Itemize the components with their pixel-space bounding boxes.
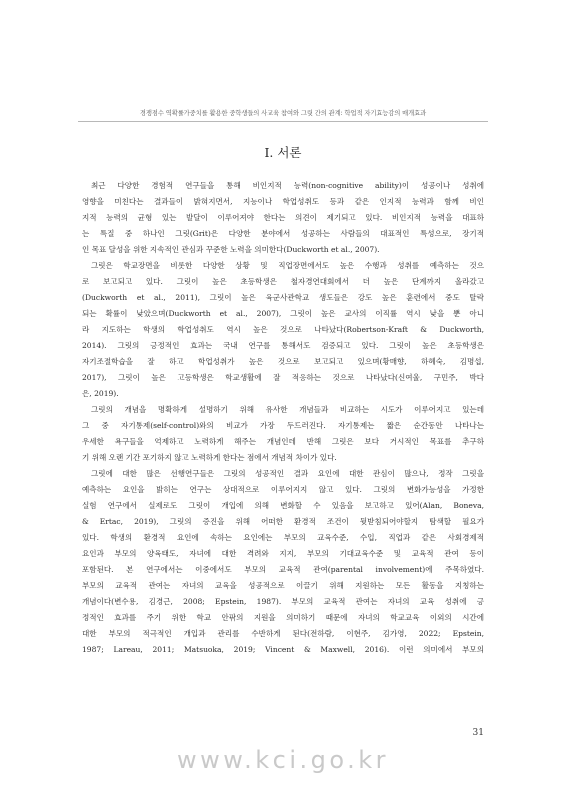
- text-line: 개념이다(변수용, 김경근, 2008; Epstein, 1987). 부모의 교육적 관여는 자녀의 교육 성취에 긍: [82, 597, 484, 606]
- header-rule: [78, 121, 488, 122]
- text-line: 요인과 부모의 양육태도, 자녀에 대한 격려와 지지, 부모의 기대교육수준 및 교육적 관여 등이: [82, 549, 484, 558]
- text-line: 실험 연구에서 실제로도 그릿이 개입에 의해 변화할 수 있음을 보고하고 있어(Alan, Boneva,: [82, 501, 484, 510]
- section-title: Ⅰ. 서론: [264, 145, 302, 160]
- text-line: 는 특질 중 하나인 그릿(Grit)은 다양한 분야에서 성공하는 사람들의 대표적인 특성으로, 장기적: [82, 229, 484, 238]
- text-line: 기 위해 오랜 기간 포기하지 않고 노력하게 한다는 점에서 개념적 차이가 있다.: [82, 453, 337, 462]
- running-header: 경쟁점수 역확률가중치를 활용한 중학생들의 사교육 참여와 그릿 간의 관계: 학업적 자기효능감의 매개효과: [139, 110, 427, 117]
- text-line: 1987; Lareau, 2011; Matsuoka, 2019; Vincent & Maxwell, 2016). 이런 의미에서 부모의: [82, 645, 484, 654]
- text-line: 라 지도하는 학생의 학업성취도 역시 높은 것으로 나타났다(Robertson-Kraft & Duckworth,: [82, 325, 484, 334]
- page-number: 31: [472, 728, 484, 738]
- text-line: 그릿은 학교장면을 비롯한 다양한 상황 및 직업장면에서도 높은 수행과 성취를 예측하는 것으: [91, 261, 484, 270]
- text-line: 그릿의 개념을 명확하게 설명하기 위해 유사한 개념들과 비교하는 시도가 이루어지고 있는데: [91, 405, 484, 414]
- text-line: 포함된다. 본 연구에서는 이중에서도 부모의 교육적 관여(parental involvement)에 주목하였다.: [82, 565, 484, 574]
- text-line: 영향을 미친다는 결과들이 밝혀지면서, 지능이나 학업성취도 등과 같은 인지적 능력과 함께 비인: [82, 197, 484, 206]
- watermark: www.kci.go.kr: [176, 746, 390, 774]
- text-line: 부모의 교육적 관여는 자녀의 교육을 성공적으로 이끌기 위해 지원하는 모든 활동을 지칭하는: [82, 581, 484, 590]
- text-line: 그 중 자기통제(self-control)와의 비교가 가장 두드러진다. 자기통제는 짧은 순간동안 나타나는: [82, 421, 484, 430]
- text-line: 최근 다양한 경험적 연구들을 통해 비인지적 능력(non-cognitive ability)이 성공이나 성취에: [91, 181, 484, 190]
- text-line: 2014). 그릿의 긍정적인 효과는 국내 연구를 통해서도 검증되고 있다. 그릿이 높은 초등학생은: [82, 341, 484, 350]
- text-line: (Duckworth et al., 2011), 그릿이 높은 육군사관학교 생도들은 강도 높은 훈련에서 중도 탈락: [82, 293, 484, 302]
- text-line: 은, 2019).: [82, 389, 119, 398]
- text-line: 대한 부모의 적극적인 개입과 관리를 수반하게 된다(전하람, 이현주, 김가영, 2022; Epstein,: [82, 629, 484, 638]
- paragraph: [82, 178, 484, 258]
- text-line: 로 보고되고 있다. 그릿이 높은 초등학생은 철자경연대회에서 더 높은 단계까지 올라갔고: [82, 277, 484, 286]
- text-line: & Ertac, 2019), 그릿의 증진을 위해 어떠한 환경적 조건이 뒷받침되어야할지 탐색할 필요가: [82, 517, 484, 526]
- text-line: 되는 확률이 낮았으며(Duckworth et al., 2007), 그릿이 높은 교사의 이직률 역시 낮을 뿐 아니: [82, 309, 484, 318]
- text-line: 있다. 학생의 환경적 요인에 속하는 요인에는 부모의 교육수준, 수입, 직업과 같은 사회경제적: [82, 533, 484, 542]
- text-line: 지적 능력의 균형 있는 발달이 이루어져야 한다는 의견이 제기되고 있다. 비인지적 능력을 대표하: [82, 213, 484, 222]
- text-line: 정적인 효과를 주기 위한 학교 안팎의 지원을 의미하기 때문에 자녀의 학교교육 이외의 시간에: [82, 613, 484, 622]
- text-line: 자기조절학습을 잘 하고 학업성취가 높은 것으로 보고되고 있으며(황매향, 하혜숙, 김명섭,: [82, 357, 484, 366]
- text-line: 우세한 욕구들을 억제하고 노력하게 해주는 개념인데 반해 그릿은 보다 거시적인 목표를 추구하: [82, 437, 484, 446]
- text-line: 2017), 그릿이 높은 고등학생은 학교생활에 잘 적응하는 것으로 나타났다(신여울, 구민주, 박다: [82, 373, 484, 382]
- body-text: [82, 178, 484, 658]
- text-line: 그릿에 대한 많은 선행연구들은 그릿의 성공적인 결과 요인에 대한 관심이 많으나, 정작 그릿을: [91, 469, 484, 478]
- paragraph: [82, 258, 484, 402]
- text-line: 예측하는 요인을 밝히는 연구는 상대적으로 이루어지지 않고 있다. 그릿의 변화가능성을 가정한: [82, 485, 484, 494]
- text-line: 인 목표 달성을 위한 지속적인 관심과 꾸준한 노력을 의미한다(Duckworth et al., 2007).: [82, 245, 380, 254]
- paragraph: [82, 402, 484, 466]
- paragraph: [82, 466, 484, 658]
